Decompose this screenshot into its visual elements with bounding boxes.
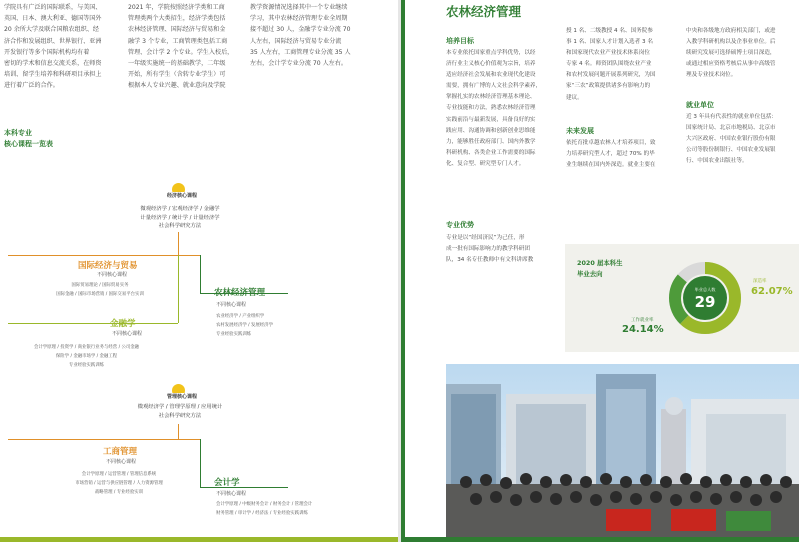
tree1-connector <box>178 232 179 255</box>
text-line: 本专业依托国家重点学科优势，以经 <box>446 50 536 56</box>
accounting-title: 会计学 <box>214 478 240 488</box>
course-line: 专业经验实践训练 <box>216 332 252 337</box>
left-bottom-bar <box>0 537 398 542</box>
text-line: 20 余所大学及联合国粮农组织、经 <box>4 26 100 34</box>
tree1-branch-line-3 <box>8 323 178 324</box>
text-line: 近 3 年具有代表性的就业单位包括： <box>686 114 778 120</box>
group-photo <box>446 364 799 537</box>
tree1-connector-3 <box>178 255 179 323</box>
faculty-text <box>566 26 676 104</box>
right-edge-strip <box>401 0 405 542</box>
text-line: 和农村发展问题开展系列研究，为国 <box>566 72 656 79</box>
agri-econ-courses <box>216 312 336 339</box>
group-photo-illustration <box>446 364 799 537</box>
text-line: 化、复合型、研究型专门人才。 <box>446 160 525 167</box>
text-line: 学院具有广泛的国际联系，与美国、 <box>4 4 102 11</box>
tree2-root-label: 管理核心课程 <box>167 394 198 400</box>
work-value: 24.14% <box>622 324 664 335</box>
agri-econ-title: 农林经济管理 <box>214 288 266 298</box>
text-line: 济行业主义核心价值观为宗旨，培养 <box>446 61 536 68</box>
employer-text <box>686 112 798 167</box>
stats-title-line1: 2020 届本科生 <box>577 259 623 267</box>
text-line: 进行着广泛的合作。 <box>4 82 59 90</box>
employer-title: 就业单位 <box>686 101 714 109</box>
total-value: 29 <box>694 293 716 311</box>
major-title: 农林经济管理 <box>446 4 522 19</box>
graduate-destination-panel <box>565 244 799 352</box>
career-text <box>686 26 798 81</box>
course-line: 社会科学研究方法 <box>158 412 202 419</box>
text-line: 一年级实施统一的基础教学，二年级 <box>128 60 226 68</box>
text-line: 力，能够胜任政府部门、国内外教学 <box>446 138 536 145</box>
accounting-courses <box>216 500 376 518</box>
course-line: 社会科学研究方法 <box>158 223 202 229</box>
text-line: 和国家现代农业产业技术体系岗位 <box>566 50 650 57</box>
text-line: 入教学科研机构以及企事业单位。后 <box>686 39 776 46</box>
finance-courses <box>4 343 169 370</box>
future-title: 未来发展 <box>566 127 594 135</box>
text-line: 农林经济管理、国际经济与贸易和金 <box>128 26 226 34</box>
stats-title-line2: 毕业去向 <box>577 270 603 278</box>
text-line: 专业是以“经国济民”为己任，形 <box>446 235 525 241</box>
agri-econ-sub: 不同核心课程 <box>216 302 247 308</box>
text-line: 学习，其中农林经济管理专业全周期 <box>250 15 348 23</box>
text-line: 济合作和发展组织、世界银行、亚洲 <box>4 37 102 45</box>
section-title-line1: 本科专业 <box>4 129 32 137</box>
text-line: 根据本人专业兴趣、就业意向及学院 <box>128 82 226 90</box>
finance-title: 金融学 <box>110 319 136 329</box>
course-line: 计量经济学 / 统计学 / 计量经济学 <box>140 214 220 221</box>
text-line: 人左右，国际经济与贸易专业分流 <box>250 37 342 45</box>
text-line: 行、中国农业出版社等。 <box>686 158 748 165</box>
text-line: 专业技能和方法，熟悉农林经济管理 <box>446 105 536 112</box>
text-line: 开始，所有学生（含转专业学生）可 <box>128 71 226 79</box>
right-bottom-bar <box>401 537 799 542</box>
text-line: 实践前沿与最新发展，具备良好的实 <box>446 116 536 123</box>
text-line: 成一批有国际影响力的教学科研团 <box>446 246 530 253</box>
future-text <box>566 138 676 171</box>
advantage-text <box>446 233 558 266</box>
tree2-connector-2 <box>200 439 201 487</box>
course-line: 农业经济学 / 产业组织学 <box>216 314 265 319</box>
intro-column-2 <box>128 2 246 92</box>
work-label: 工作就业率 <box>631 318 654 323</box>
course-line: 国际贸易理论 / 国际贸易实务 <box>71 283 129 288</box>
business-admin-title: 工商管理 <box>103 447 138 457</box>
course-line: 微观经济学 / 管理学原理 / 应用统计 <box>137 404 223 410</box>
text-line: 35 人左右，工商管理专业分流 35 人 <box>250 48 351 56</box>
text-line: 业生继续在国内外深造。就业主要在 <box>566 162 656 169</box>
text-line: 公司等股份制银行、中国农业发展银 <box>686 147 776 154</box>
text-line: 家“三农”政策提供诸多有影响力的 <box>566 83 651 90</box>
course-line: 农村发展经济学 / 发展经济学 <box>216 323 273 328</box>
course-line: 微观经济学 / 宏观经济学 / 金融学 <box>140 206 220 212</box>
intl-trade-courses <box>30 281 170 299</box>
intro-column-1 <box>4 2 124 92</box>
text-line: 大兴区政府、中国农业银行股份有限 <box>686 136 776 143</box>
text-line: 践应用、沟通协调和创新创业思维能 <box>446 127 536 134</box>
text-line: 英国、日本、澳大利亚、德国等国外 <box>4 15 102 23</box>
text-line: 队，34 名专任教师中有文科讲席教 <box>446 257 534 264</box>
tree1-root-label: 经济核心课程 <box>167 193 198 199</box>
text-line: 科研机构、各类企业工作需要的国际 <box>446 149 536 156</box>
text-line: 国家统计局、北京市地税局、北京市 <box>686 125 776 132</box>
goal-title: 培养目标 <box>446 37 474 45</box>
course-line: 战略管理 / 专业经验实训 <box>94 490 144 495</box>
advantage-title: 专业优势 <box>446 221 474 229</box>
study-value: 62.07% <box>751 286 793 297</box>
text-line: 需要，拥有广博的人文社会科学素养， <box>446 83 542 90</box>
text-line: 依托育批卓越农林人才培养项目，致 <box>566 140 656 146</box>
text-line: 管理类两个大类招生，经济学类包括 <box>128 15 226 23</box>
text-line: 管理、会计学 2 个专业。学生入校后， <box>128 48 234 56</box>
text-line: 授 1 名、二级教授 4 名、国务院参 <box>566 28 653 34</box>
business-admin-courses <box>60 470 178 497</box>
text-line: 培训、留学生培养和科研项目承担上 <box>4 71 102 79</box>
tree1-branch-line-1 <box>8 255 200 256</box>
course-line: 财务管理 / 审计学 / 经济法 / 专业经验实践训练 <box>216 511 308 516</box>
tree1-connector-2 <box>200 255 201 293</box>
text-line: 续研究发展可选择硕博士项目深造， <box>686 50 776 57</box>
section-title-line2: 核心课程一览表 <box>4 140 53 148</box>
text-line: 2021 年，学院按照经济学类和工商 <box>128 4 225 11</box>
business-admin-sub: 不同核心课程 <box>106 459 137 465</box>
text-line: 掌握扎实的农林经济管理基本理论、 <box>446 94 536 101</box>
right-page <box>401 0 799 542</box>
text-line: 专家 4 名。师资团队围绕农业产业 <box>566 61 652 68</box>
tree1-main-courses <box>110 205 250 231</box>
course-line: 会计学原理 / 中级财务会计 / 财务会计 / 管理会计 <box>216 502 313 507</box>
course-line: 国际金融 / 国际市场营销 / 国际交易平台实训 <box>56 292 144 297</box>
text-line: 适应经济社会发展和农业现代化建设 <box>446 72 536 79</box>
accounting-sub: 不同核心课程 <box>216 491 247 497</box>
intro-column-3 <box>250 2 368 69</box>
text-line: 或通过相应资格考核后从事中高级管 <box>686 61 776 68</box>
course-line: 保险学 / 金融市场学 / 金融工程 <box>55 354 118 359</box>
tree2-connector <box>178 424 179 439</box>
tree2-main-courses <box>110 403 250 420</box>
course-line: 会计学原理 / 运营管理 / 管理信息系统 <box>81 472 157 477</box>
total-label: 毕业总人数 <box>694 287 716 292</box>
text-line: 左右，会计学专业分流 70 人左右。 <box>250 60 347 68</box>
text-line: 事 1 名、国家人才计划入选者 3 名 <box>566 39 653 46</box>
text-line: 力培养研究型人才，超过 70% 的毕 <box>566 151 655 158</box>
text-line: 融学 3 个专业，工商管理类包括工商 <box>128 37 228 45</box>
text-line: 密切的学术和信息交流关系，在师资 <box>4 60 102 68</box>
finance-sub: 不同核心课程 <box>112 331 143 337</box>
text-line: 建议。 <box>566 94 583 101</box>
text-line: 开发银行等多个国际机构均有着 <box>4 48 90 56</box>
intl-trade-title: 国际经济与贸易 <box>78 261 138 271</box>
tree2-branch-line-1 <box>8 439 200 440</box>
study-label: 深造率 <box>753 279 767 284</box>
text-line: 中央和各级地方政府相关部门，或进 <box>686 28 776 34</box>
text-line: 理及专业技术岗位。 <box>686 72 737 79</box>
left-page <box>0 0 398 542</box>
stats-title <box>577 258 623 280</box>
text-line: 接不超过 30 人，金融学专业分流 70 <box>250 26 351 34</box>
destination-donut <box>665 258 745 338</box>
intl-trade-sub: 不同核心课程 <box>97 272 128 278</box>
goal-text <box>446 48 558 170</box>
text-line: 教学资源情况选择其中一个专业继续 <box>250 4 348 11</box>
course-line: 市场营销 / 运营与供应链管理 / 人力资源管理 <box>75 481 163 486</box>
course-line: 会计学原理 / 投资学 / 商业银行业务与经营 / 公司金融 <box>33 345 140 350</box>
course-line: 专业经验实践训练 <box>68 363 105 368</box>
